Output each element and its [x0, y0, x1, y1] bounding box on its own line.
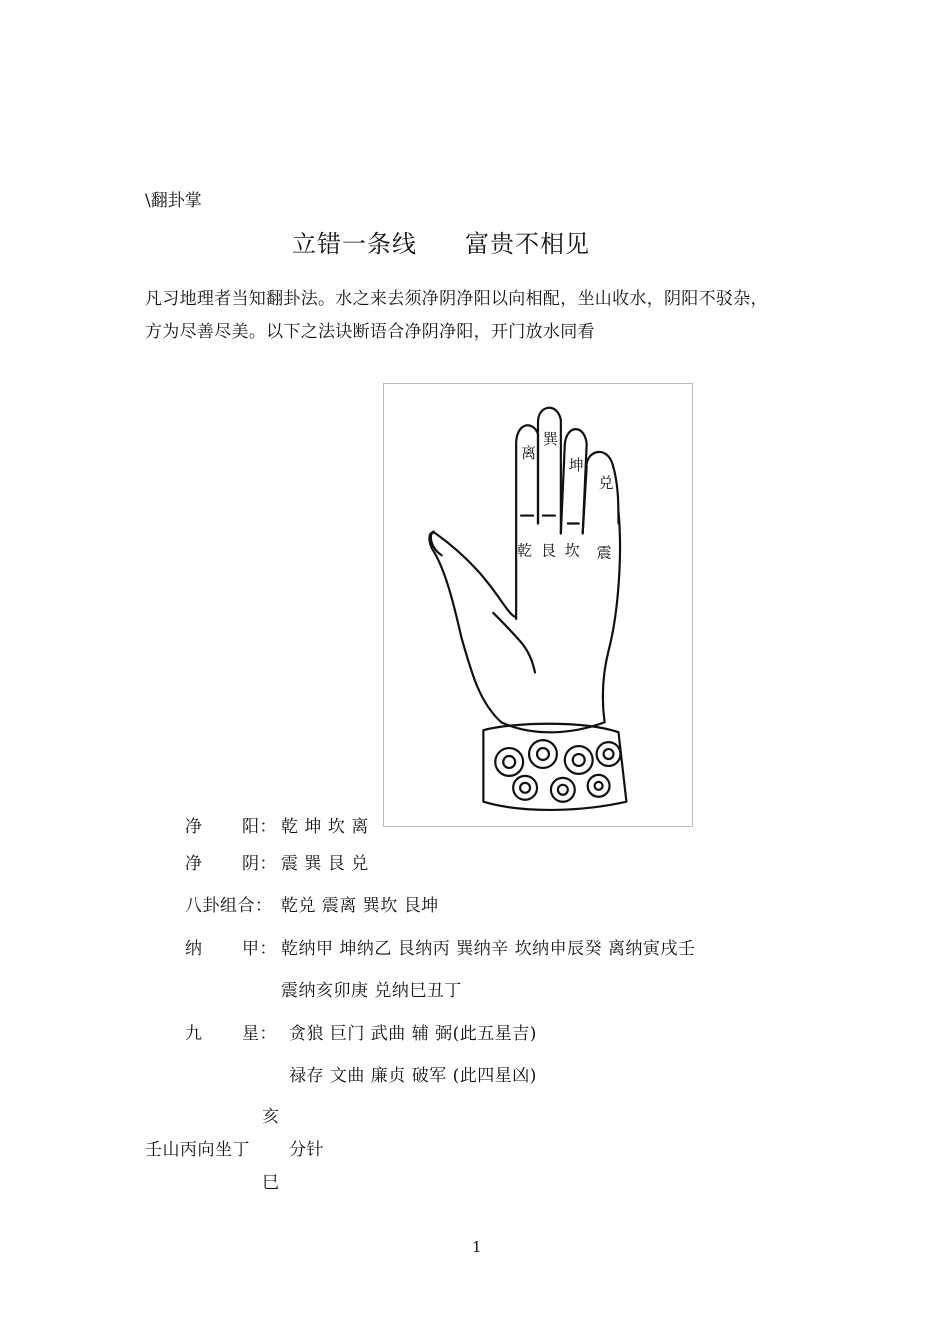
palm-illustration — [384, 384, 692, 826]
paragraph-line-2: 方为尽善尽美。以下之法诀断语合净阴净阳，开门放水同看 — [145, 322, 595, 342]
trigram-label-li: 离 — [521, 443, 537, 462]
trigram-label-qian: 乾 — [517, 541, 533, 560]
row-jingyin-label-char: 净 — [185, 854, 203, 874]
row-jingyang-value: 乾 坤 坎 离 — [281, 817, 369, 837]
row-jiuxing-label: 星： — [242, 1024, 277, 1044]
fenzhen-right: 分针 — [289, 1140, 324, 1160]
trigram-label-zhen: 震 — [596, 543, 612, 562]
title-right: 富贵不相见 — [465, 230, 590, 258]
trigram-label-xun: 巽 — [542, 430, 558, 449]
fenzhen-top: 亥 — [262, 1107, 280, 1127]
trigram-label-kun: 坤 — [568, 455, 584, 474]
row-jingyang-label: 阳： — [242, 817, 277, 837]
page-title — [292, 224, 590, 259]
row-jingyin-label: 阴： — [242, 854, 277, 874]
page-number: 1 — [472, 1238, 482, 1256]
title-left: 立错一条线 — [292, 230, 417, 258]
row-label-char: 净 — [185, 817, 203, 837]
row-najia-value-2: 震纳亥卯庚 兑纳巳丑丁 — [281, 981, 462, 1001]
row-najia-label-char: 纳 — [185, 939, 203, 959]
row-bagua-value: 乾兑 震离 巽坎 艮坤 — [281, 896, 439, 916]
section-heading: \翻卦掌 — [145, 191, 202, 211]
trigram-label-gen: 艮 — [540, 541, 556, 560]
trigram-label-dui: 兑 — [598, 473, 614, 492]
row-jiuxing-value-1: 贪狼 巨门 武曲 辅 弼(此五星吉) — [289, 1024, 537, 1044]
fenzhen-bottom: 巳 — [262, 1173, 280, 1193]
row-najia-value-1: 乾纳甲 坤纳乙 艮纳丙 巽纳辛 坎纳申辰癸 离纳寅戌壬 — [281, 939, 696, 959]
row-bagua-label: 八卦组合： — [185, 896, 273, 916]
row-jingyang — [185, 812, 203, 837]
trigram-label-kan: 坎 — [564, 541, 580, 560]
row-jiuxing-value-2: 禄存 文曲 廉贞 破军 (此四星凶) — [289, 1066, 537, 1086]
row-jiuxing-label-char: 九 — [185, 1024, 203, 1044]
row-najia-label: 甲： — [242, 939, 277, 959]
fenzhen-left: 壬山丙向坐丁 — [145, 1140, 250, 1160]
paragraph-line-1: 凡习地理者当知翻卦法。水之来去须净阴净阳以向相配，坐山收水，阴阳不驳杂， — [145, 289, 768, 309]
palm-figure — [383, 383, 693, 827]
row-jingyin-value: 震 巽 艮 兑 — [281, 854, 369, 874]
